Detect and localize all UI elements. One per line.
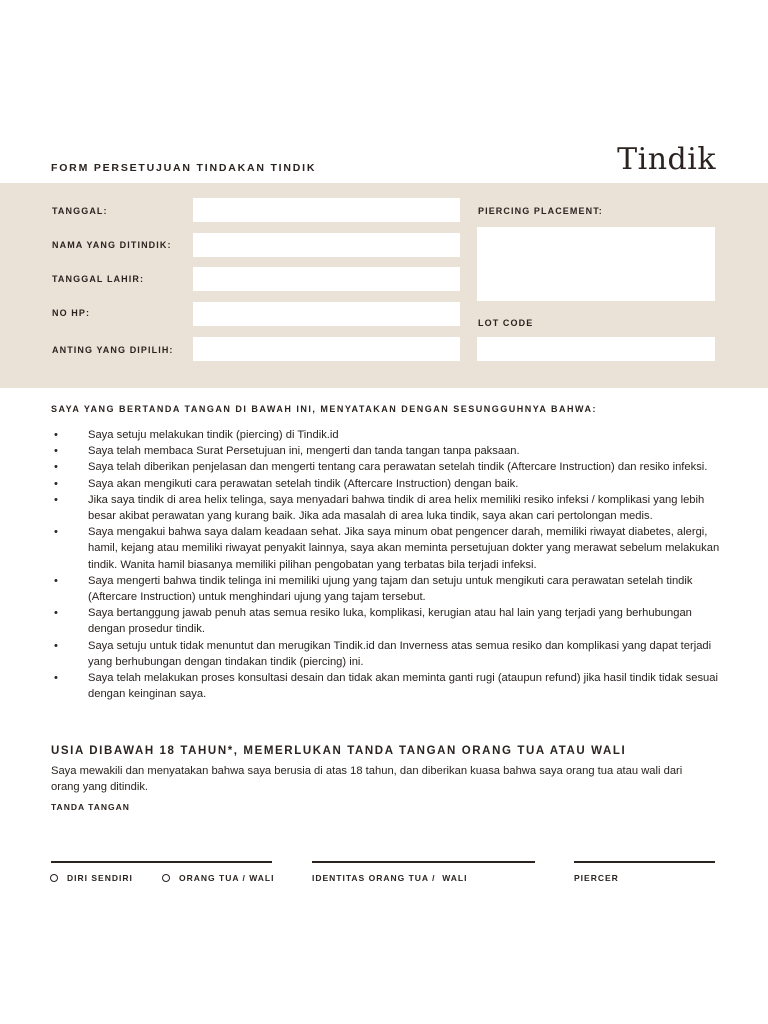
statement-item: • Saya telah membaca Surat Persetujuan ini, mengerti dan tanda tangan tanpa paksaan. [52,443,722,459]
piercer-caption: PIERCER [574,873,619,883]
signature-line-guardian[interactable] [312,861,535,863]
radio-self-icon[interactable] [50,874,58,882]
statement-item: • Saya mengakui bahwa saya dalam keadaan sehat. Jika saya minum obat pengencer darah, memiliki riwayat diabetes, alergi, hamil, kejang atau memiliki riwayat penyakit lainnya, saya akan meminta persetujuan dokter yang merawat sebelum melakukan tindik. Wanita hamil biasanya memiliki pilihan pengobatan yang terbatas bila terjadi infeksi. [52,524,722,573]
identity-caption: IDENTITAS ORANG TUA / WALI [312,873,468,883]
nama-label: NAMA YANG DITINDIK: [52,240,172,250]
option-parent-label: ORANG TUA / WALI [179,873,275,883]
statement-list [52,427,722,702]
piercing-placement-label: PIERCING PLACEMENT: [478,206,603,216]
minor-text: Saya mewakili dan menyatakan bahwa saya berusia di atas 18 tahun, dan diberikan kuasa bahwa saya orang tua atau wali dari orang yang ditindik. [51,765,683,794]
tanggal-field[interactable] [193,198,460,222]
anting-field[interactable] [193,337,460,361]
statement-intro: SAYA YANG BERTANDA TANGAN DI BAWAH INI, MENYATAKAN DENGAN SESUNGGUHNYA BAHWA: [51,404,598,414]
signature-line-piercer[interactable] [574,861,715,863]
lot-code-field[interactable] [477,337,715,361]
statement-item: • Saya mengerti bahwa tindik telinga ini memiliki ujung yang tajam dan setuju untuk mengikuti cara perawatan setelah tindik (Aftercare Instruction) untuk menghindari ujung yang tajam tersebut. [52,573,722,605]
no-hp-label: NO HP: [52,308,91,318]
option-self-label: DIRI SENDIRI [67,873,133,883]
anting-label: ANTING YANG DIPILIH: [52,345,174,355]
statement-item: • Saya akan mengikuti cara perawatan setelah tindik (Aftercare Instruction) dengan baik. [52,476,722,492]
nama-field[interactable] [193,233,460,257]
statement-item: • Saya setuju melakukan tindik (piercing) di Tindik.id [52,427,722,443]
minor-heading: USIA DIBAWAH 18 TAHUN*, MEMERLUKAN TANDA TANGAN ORANG TUA ATAU WALI [51,745,627,757]
form-title: FORM PERSETUJUAN TINDAKAN TINDIK [51,162,317,174]
piercing-placement-field[interactable] [477,227,715,301]
tanggal-label: TANGGAL: [52,206,108,216]
tanggal-lahir-label: TANGGAL LAHIR: [52,274,145,284]
brand-logo: Tindik [617,142,716,177]
signature-line-self[interactable] [51,861,272,863]
statement-item: • Saya telah diberikan penjelasan dan mengerti tentang cara perawatan setelah tindik (Aftercare Instruction) dan resiko infeksi. [52,459,722,475]
statement-item: • Saya telah melakukan proses konsultasi desain dan tidak akan meminta ganti rugi (ataupun refund) jika hasil tindik tidak sesuai dengan keinginan saya. [52,670,722,702]
signature-label: TANDA TANGAN [51,802,130,812]
no-hp-field[interactable] [193,302,460,326]
statement-item: • Saya setuju untuk tidak menuntut dan merugikan Tindik.id dan Inverness atas semua resiko dan komplikasi yang dapat terjadi yang berhubungan dengan tindakan tindik (piercing) ini. [52,638,722,670]
statement-item: • Jika saya tindik di area helix telinga, saya menyadari bahwa tindik di area helix memiliki resiko infeksi / komplikasi yang lebih besar akibat perawatan yang kurang baik. Jika ada masalah di area luka tindik, saya akan cari pertolongan medis. [52,492,722,524]
tanggal-lahir-field[interactable] [193,267,460,291]
radio-parent-icon[interactable] [162,874,170,882]
lot-code-label: LOT CODE [478,318,534,328]
statement-item: • Saya bertanggung jawab penuh atas semua resiko luka, komplikasi, kerugian atau hal lain yang terjadi yang berhubungan dengan prosedur tindik. [52,605,722,637]
